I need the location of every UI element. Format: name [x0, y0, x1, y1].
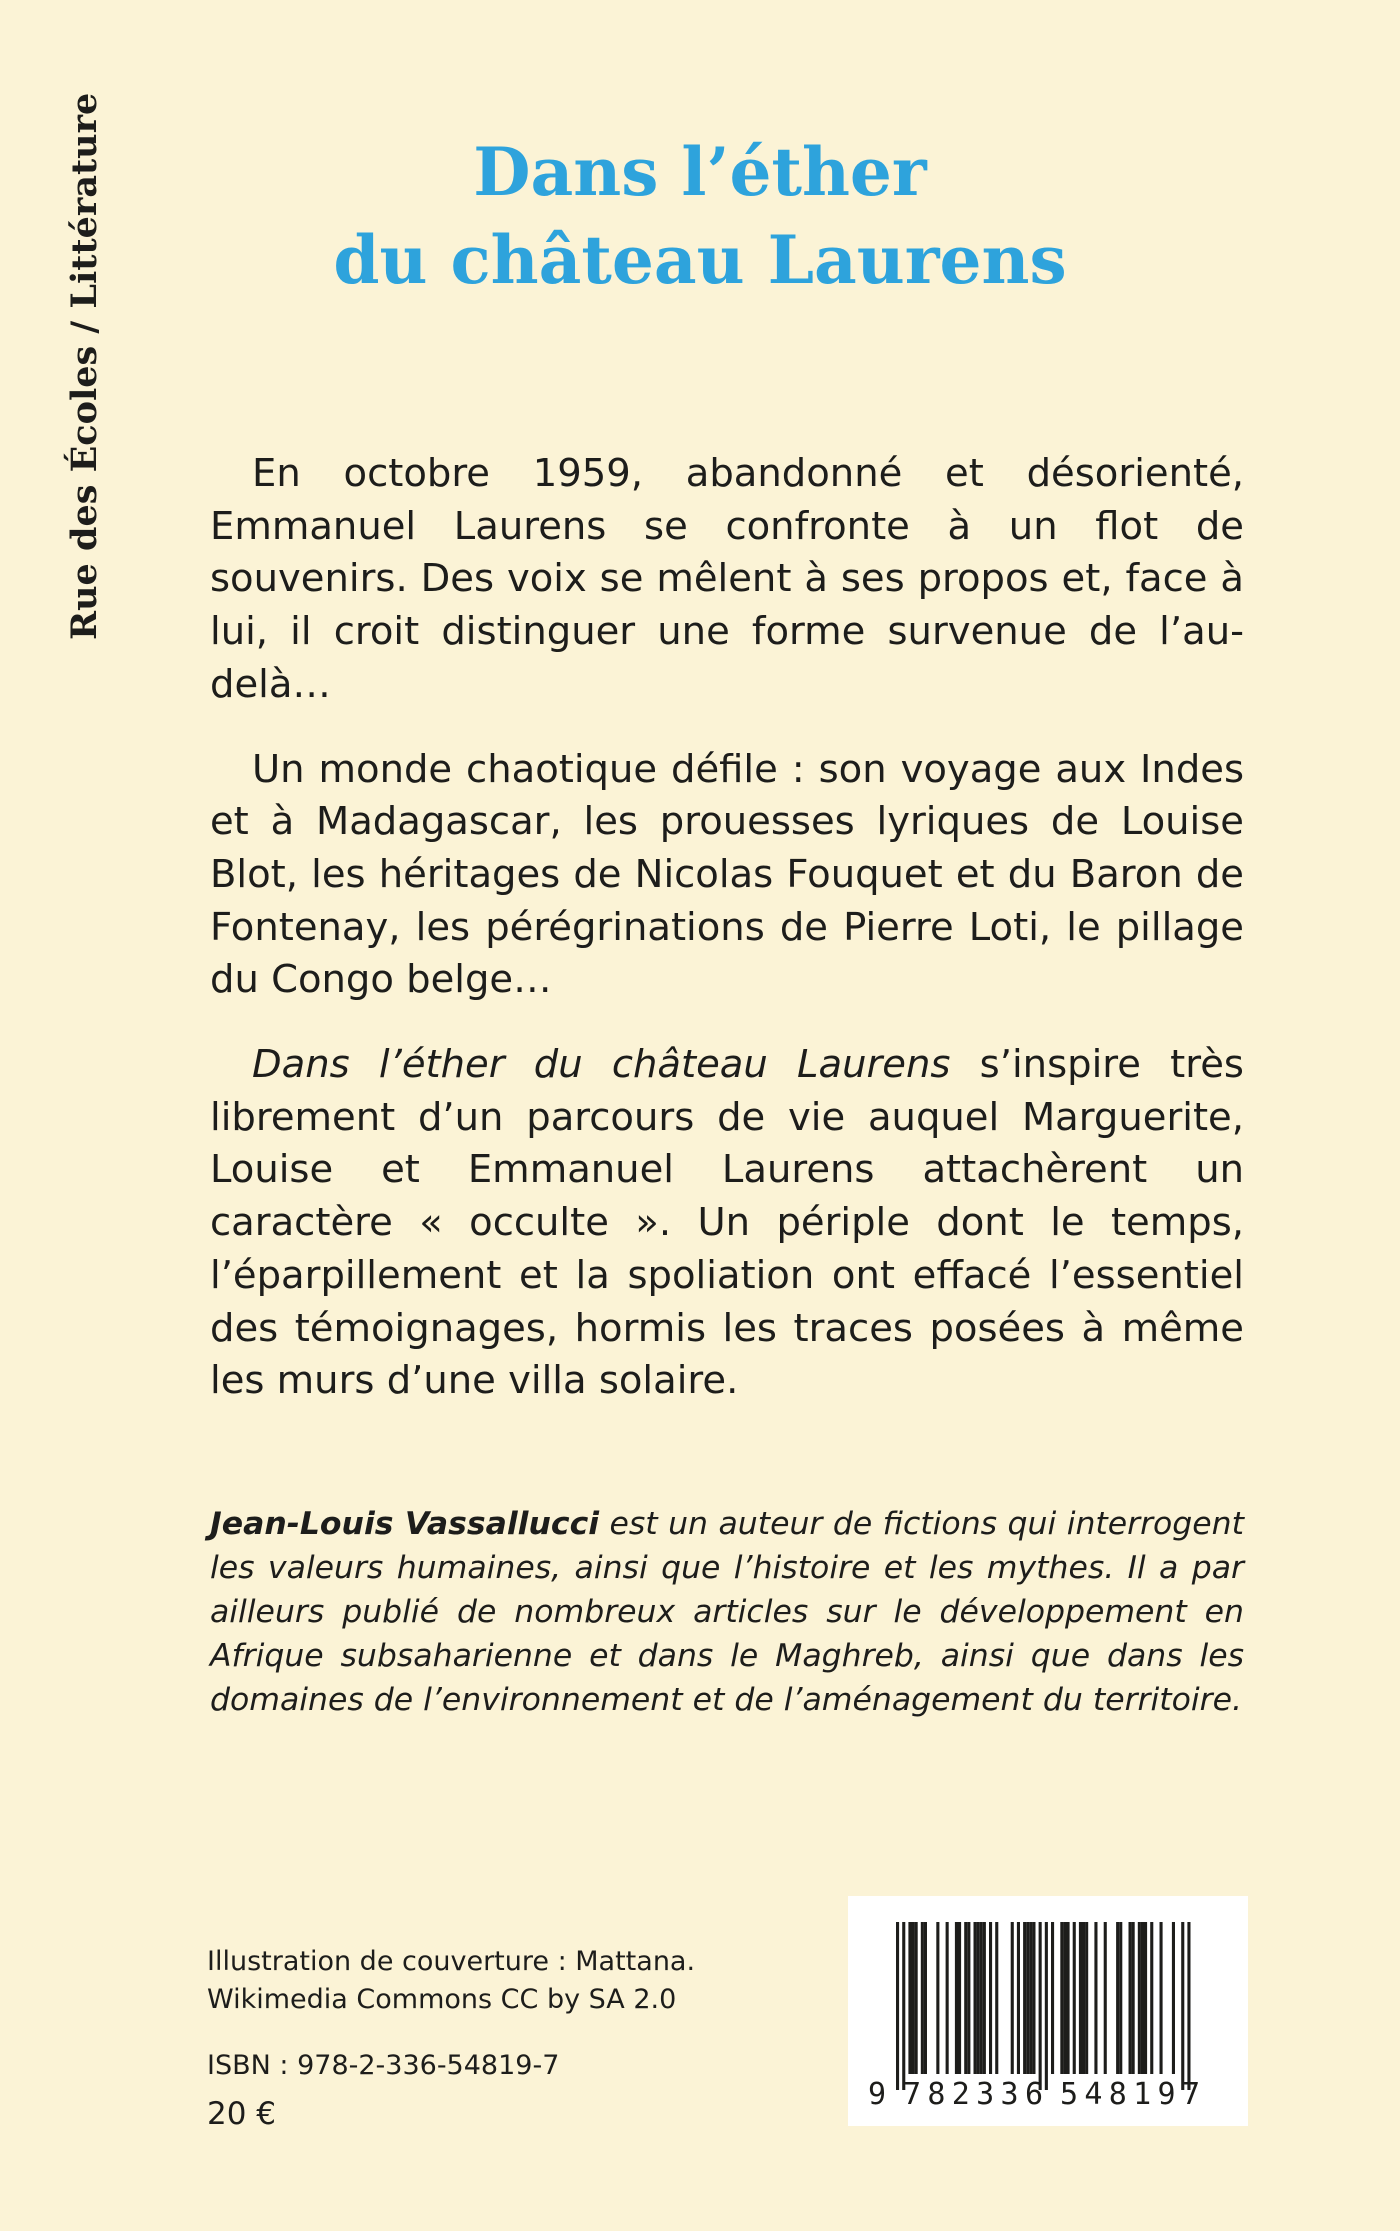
blurb-book-title: Dans l’éther du château Laurens — [252, 1042, 951, 1088]
barcode-bar — [1141, 1922, 1144, 2074]
title-line-1: Dans l’éther — [473, 133, 927, 211]
barcode-bar — [1011, 1922, 1014, 2074]
barcode-left-group: 782336 — [903, 2077, 1043, 2112]
barcode-bar — [1067, 1922, 1070, 2074]
barcode-bar — [983, 1922, 986, 2074]
book-title — [200, 128, 1200, 304]
barcode-bar — [908, 1922, 911, 2074]
barcode-bar — [921, 1922, 924, 2074]
barcode-bar — [1094, 1922, 1097, 2074]
barcode-bar — [1039, 1922, 1042, 2090]
barcode-bar — [1079, 1922, 1082, 2074]
barcode-bar — [1150, 1922, 1153, 2074]
barcode-bar — [967, 1922, 970, 2074]
barcode-bar — [1060, 1922, 1063, 2074]
barcode-bar — [896, 1922, 899, 2090]
barcode-bar — [1051, 1922, 1054, 2074]
barcode-bar — [1172, 1922, 1175, 2074]
barcode-bar — [936, 1922, 939, 2074]
barcode-right-group: 548197 — [1060, 2077, 1200, 2112]
barcode-bar — [1085, 1922, 1088, 2074]
collection-label: Rue des Écoles / Littérature — [64, 92, 105, 640]
barcode — [848, 1896, 1248, 2126]
barcode-bar — [1045, 1922, 1048, 2090]
author-bio-text: est un auteur de fictions qui interrogent les valeurs humaines, ainsi que l’histoire et les mythes. Il a par ailleurs publié de nombreux articles sur le développement en Afrique subsaharienne et dans le Maghreb, ainsi que dans les domaines de l’environnement et de l’aménagement du territoire. — [210, 1506, 1244, 1718]
barcode-bar — [915, 1922, 918, 2074]
blurb-paragraph-2: Un monde chaotique défile : son voyage aux Indes et à Madagascar, les prouesses lyriques de Louise Blot, les héritages de Nicolas Fouquet et du Baron de Fontenay, les pérégrinations de Pierre Loti, le pillage du Congo belge… — [210, 746, 1244, 1003]
blurb-paragraph-3-text: s’inspire très librement d’un parcours de vie auquel Marguerite, Louise et Emmanuel Laurens attachèrent un caractère « occulte ». Un périple dont le temps, l’éparpillement et la spoliation ont effacé l’essentiel des témoignages, hormis les traces posées à même les murs d’une villa solaire. — [210, 1042, 1244, 1404]
barcode-bar — [989, 1922, 992, 2074]
barcode-bar — [1181, 1922, 1184, 2090]
credit-line-2: Wikimedia Commons CC by SA 2.0 — [207, 1984, 677, 2015]
barcode-bar — [995, 1922, 998, 2074]
barcode-bar — [1073, 1922, 1076, 2074]
barcode-bar — [1144, 1922, 1147, 2074]
barcode-bar — [1063, 1922, 1066, 2074]
barcode-bar — [924, 1922, 927, 2074]
barcode-bar — [974, 1922, 977, 2074]
blurb-paragraph-3 — [210, 1039, 1244, 1408]
barcode-bar — [1082, 1922, 1085, 2074]
title-line-2: du château Laurens — [333, 221, 1067, 299]
barcode-bar — [980, 1922, 983, 2074]
barcode-bar — [1032, 1922, 1035, 2074]
barcode-bar — [1116, 1922, 1119, 2074]
barcode-graphic — [848, 1896, 1248, 2126]
price: 20 € — [207, 2096, 277, 2132]
barcode-bar — [902, 1922, 905, 2090]
barcode-bar — [977, 1922, 980, 2074]
barcode-bar — [1017, 1922, 1020, 2074]
barcode-bar — [1023, 1922, 1026, 2074]
barcode-bar — [964, 1922, 967, 2074]
credit-line-1: Illustration de couverture : Mattana. — [207, 1946, 696, 1977]
isbn: ISBN : 978-2-336-54819-7 — [207, 2050, 560, 2081]
author-bio — [210, 1502, 1244, 1722]
barcode-bar — [1138, 1922, 1141, 2074]
barcode-bar — [912, 1922, 915, 2074]
barcode-bar — [946, 1922, 949, 2074]
barcode-bar — [1187, 1922, 1190, 2090]
blurb-paragraph-1: En octobre 1959, abandonné et désorienté, Emmanuel Laurens se confronte à un flot de souvenirs. Des voix se mêlent à ses propos et, face à lui, il croit distinguer une forme survenue de l’au-delà… — [210, 451, 1244, 707]
barcode-bar — [1132, 1922, 1135, 2074]
barcode-bar — [1026, 1922, 1029, 2074]
barcode-bar — [1029, 1922, 1032, 2074]
barcode-bar — [1119, 1922, 1122, 2074]
blurb — [210, 448, 1244, 1440]
barcode-bar — [1129, 1922, 1132, 2074]
barcode-bar — [1160, 1922, 1163, 2074]
barcode-bar — [955, 1922, 958, 2074]
cover-credits — [207, 1943, 767, 2019]
barcode-bar — [1104, 1922, 1107, 2074]
barcode-bar — [958, 1922, 961, 2074]
author-name: Jean-Louis Vassallucci — [210, 1506, 600, 1542]
barcode-first-digit: 9 — [868, 2077, 887, 2112]
